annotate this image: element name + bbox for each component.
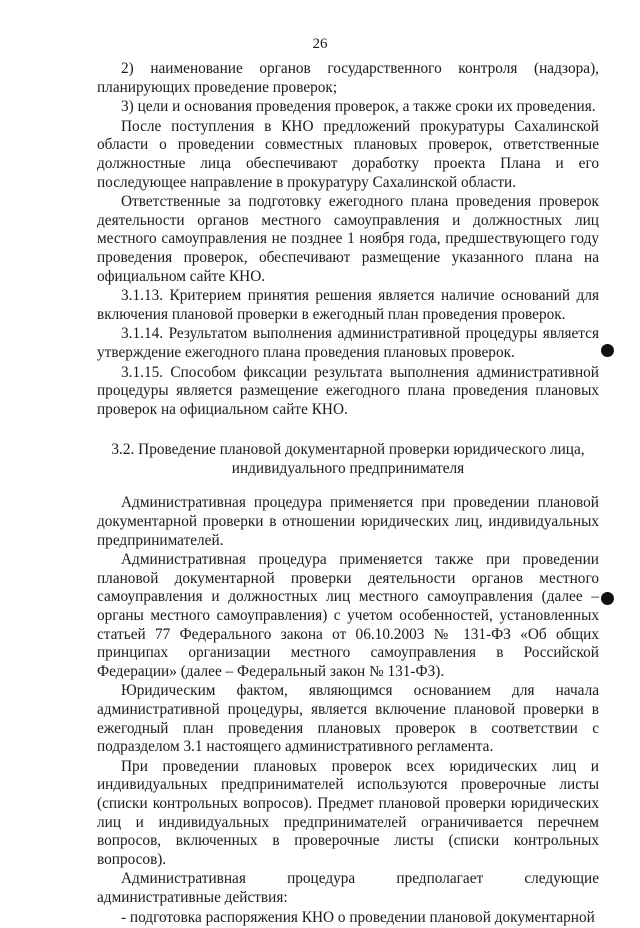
paragraph: Ответственные за подготовку ежегодного плана проведения проверок деятельности органов местного самоуправления и должностных лиц местного самоуправления не позднее 1 ноября года, предшествующего году проведения проверок, обеспечивают размещение указанного плана на официальном сайте КНО. xyxy=(97,193,599,285)
paragraph: Административная процедура предполагает следующие административные действия: xyxy=(97,870,599,906)
paragraph: После поступления в КНО предложений прокуратуры Сахалинской области о проведении совместных плановых проверок, ответственные должностные лица обеспечивают доработку проекта Плана и его последующее направление в прокуратуру Сахалинской области. xyxy=(97,117,599,191)
section-heading: 3.2. Проведение плановой документарной проверки юридического лица, индивидуального предпринимателя xyxy=(111,441,585,477)
paragraph: 3.1.14. Результатом выполнения административной процедуры является утверждение ежегодного плана проведения плановых проверок. xyxy=(97,325,599,361)
paragraph: 3.1.13. Критерием принятия решения является наличие оснований для включения плановой проверки в ежегодный план проведения проверок. xyxy=(97,287,599,323)
paragraph: 2) наименование органов государственного контроля (надзора), планирующих проведение проверок; xyxy=(97,60,599,96)
binding-hole-mark xyxy=(601,344,614,357)
page-number: 26 xyxy=(312,36,328,52)
paragraph: Административная процедура применяется при проведении плановой документарной проверки в отношении юридических лиц, индивидуальных предпринимателей. xyxy=(97,494,599,549)
document-body xyxy=(97,60,599,928)
paragraph: 3.1.15. Способом фиксации результата выполнения административной процедуры является размещение ежегодного плана проведения плановых проверок на официальном сайте КНО. xyxy=(97,363,599,418)
paragraph: - подготовка распоряжения КНО о проведении плановой документарной xyxy=(121,908,595,926)
paragraph: Юридическим фактом, являющимся основанием для начала административной процедуры, является включение плановой проверки в ежегодный план проведения плановых проверок в соответствии с подразделом 3.1 настоящего административного регламента. xyxy=(97,682,599,756)
paragraph: Административная процедура применяется также при проведении плановой документарной проверки деятельности органов местного самоуправления и должностных лиц местного самоуправления (далее – органы местного самоуправления) с учетом особенностей, установленных статьей 77 Федерального закона от 06.10.2003 № 131-ФЗ «Об общих принципах организации местного самоуправления в Российской Федерации» (далее – Федеральный закон № 131-ФЗ). xyxy=(97,551,599,680)
paragraph: При проведении плановых проверок всех юридических лиц и индивидуальных предпринимателей используются проверочные листы (списки контрольных вопросов). Предмет плановой проверки юридических лиц и индивидуальных предпринимателей ограничивается перечнем вопросов, включенных в проверочные листы (списки контрольных вопросов). xyxy=(97,757,599,868)
paragraph: 3) цели и основания проведения проверок, а также сроки их проведения. xyxy=(121,98,596,116)
binding-hole-mark xyxy=(601,592,614,605)
